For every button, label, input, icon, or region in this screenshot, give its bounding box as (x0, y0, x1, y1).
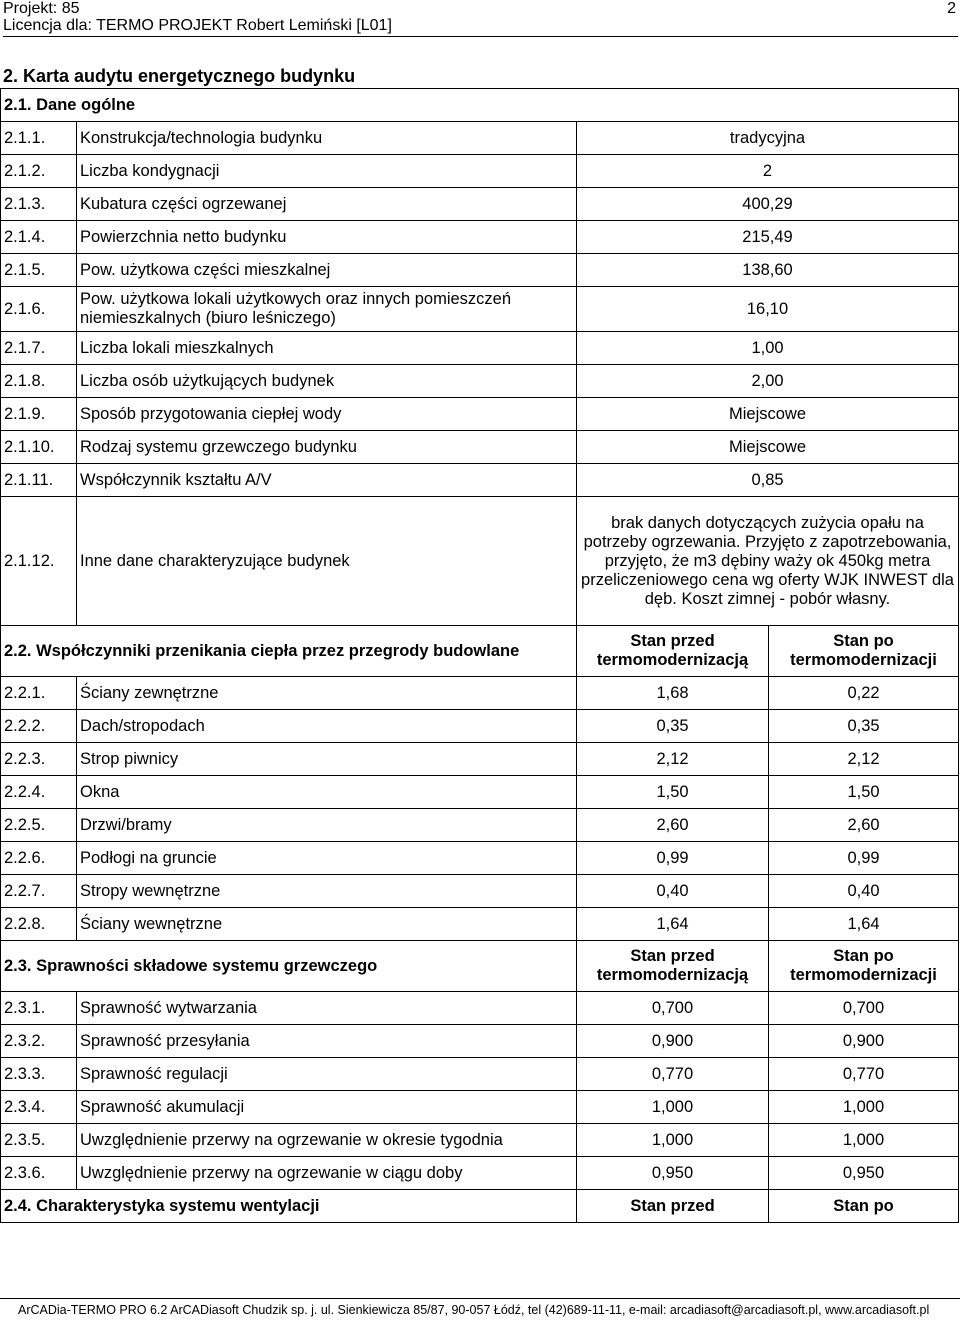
row-value: Miejscowe (577, 398, 959, 431)
row-after-value: 1,64 (769, 908, 959, 941)
row-before-value: 0,40 (577, 875, 769, 908)
table-row (1, 776, 959, 809)
row-before-value: 1,68 (577, 677, 769, 710)
row-after-value: 1,50 (769, 776, 959, 809)
section-2-1-heading-row (1, 89, 959, 122)
row-number: 2.3.5. (1, 1124, 77, 1157)
table-row (1, 254, 959, 287)
row-after-value: 0,700 (769, 992, 959, 1025)
row-value: tradycyjna (577, 122, 959, 155)
row-number: 2.1.6. (1, 287, 77, 332)
row-number: 2.2.7. (1, 875, 77, 908)
footer-text: ArCADia-TERMO PRO 6.2 ArCADiasoft Chudzik sp. j. ul. Sienkiewicza 85/87, 90-057 Łódź, tel (42)689-11-11, e-mail: arcadiasoft@arcadiasoft.pl, www.arcadiasoft.pl (18, 1303, 930, 1317)
table-row (1, 332, 959, 365)
row-label: Sprawność wytwarzania (77, 992, 577, 1025)
table-row (1, 188, 959, 221)
row-label: Współczynnik kształtu A/V (77, 464, 577, 497)
column-before-header: Stan przed termomodernizacją (577, 941, 769, 992)
row-after-value: 0,770 (769, 1058, 959, 1091)
row-after-value: 0,40 (769, 875, 959, 908)
row-after-value: 2,60 (769, 809, 959, 842)
row-before-value: 0,99 (577, 842, 769, 875)
row-after-value: 0,35 (769, 710, 959, 743)
row-number: 2.1.8. (1, 365, 77, 398)
row-after-value: 0,22 (769, 677, 959, 710)
section-2-3-header-row (1, 941, 959, 992)
row-number: 2.1.1. (1, 122, 77, 155)
section-2-2-heading: 2.2. Współczynniki przenikania ciepła przez przegrody budowlane (1, 626, 577, 677)
row-label: Okna (77, 776, 577, 809)
row-number: 2.2.1. (1, 677, 77, 710)
table-row (1, 908, 959, 941)
row-label: Pow. użytkowa części mieszkalnej (77, 254, 577, 287)
row-label: Liczba lokali mieszkalnych (77, 332, 577, 365)
row-label: Dach/stropodach (77, 710, 577, 743)
row-before-value: 1,000 (577, 1091, 769, 1124)
row-after-value: 2,12 (769, 743, 959, 776)
project-label: Projekt: 85 (3, 0, 80, 17)
table-row (1, 1058, 959, 1091)
row-label: Drzwi/bramy (77, 809, 577, 842)
row-label: Sprawność akumulacji (77, 1091, 577, 1124)
row-before-value: 2,60 (577, 809, 769, 842)
row-before-value: 1,000 (577, 1124, 769, 1157)
row-after-value: 1,000 (769, 1091, 959, 1124)
row-value: 0,85 (577, 464, 959, 497)
row-number: 2.1.5. (1, 254, 77, 287)
row-number: 2.1.10. (1, 431, 77, 464)
row-value: 215,49 (577, 221, 959, 254)
row-label: Kubatura części ogrzewanej (77, 188, 577, 221)
section-2-3-heading: 2.3. Sprawności składowe systemu grzewczego (1, 941, 577, 992)
row-value: 138,60 (577, 254, 959, 287)
table-row (1, 287, 959, 332)
row-value: brak danych dotyczących zużycia opału na potrzeby ogrzewania. Przyjęto z zapotrzebowania, przyjęto, że m3 dębiny waży ok 450kg metra przeliczeniowego cena wg oferty WJK INWEST dla dęb. Koszt zimnej - pobór własny. (577, 497, 959, 626)
table-row (1, 875, 959, 908)
license-label: Licencja dla: TERMO PROJEKT Robert Lemiński [L01] (3, 17, 392, 34)
row-number: 2.1.11. (1, 464, 77, 497)
table-row (1, 842, 959, 875)
row-after-value: 1,000 (769, 1124, 959, 1157)
row-label: Pow. użytkowa lokali użytkowych oraz innych pomieszczeń niemieszkalnych (biuro leśniczego) (77, 287, 577, 332)
row-number: 2.1.7. (1, 332, 77, 365)
row-number: 2.2.3. (1, 743, 77, 776)
table-row (1, 497, 959, 626)
row-label: Ściany zewnętrzne (77, 677, 577, 710)
table-row (1, 398, 959, 431)
row-label: Stropy wewnętrzne (77, 875, 577, 908)
table-row (1, 155, 959, 188)
row-before-value: 0,950 (577, 1157, 769, 1190)
row-number: 2.1.9. (1, 398, 77, 431)
section-2-4-header-row (1, 1190, 959, 1223)
table-row (1, 1025, 959, 1058)
row-before-value: 0,770 (577, 1058, 769, 1091)
table-row (1, 1157, 959, 1190)
row-before-value: 1,64 (577, 908, 769, 941)
row-number: 2.3.4. (1, 1091, 77, 1124)
row-label: Ściany wewnętrzne (77, 908, 577, 941)
column-after-header: Stan po termomodernizacji (769, 941, 959, 992)
table-row (1, 710, 959, 743)
row-number: 2.3.6. (1, 1157, 77, 1190)
row-value: 16,10 (577, 287, 959, 332)
row-before-value: 0,900 (577, 1025, 769, 1058)
row-value: 2,00 (577, 365, 959, 398)
row-label: Sprawność przesyłania (77, 1025, 577, 1058)
row-number: 2.1.4. (1, 221, 77, 254)
row-label: Podłogi na gruncie (77, 842, 577, 875)
row-label: Uwzględnienie przerwy na ogrzewanie w ciągu doby (77, 1157, 577, 1190)
row-value: Miejscowe (577, 431, 959, 464)
row-number: 2.3.2. (1, 1025, 77, 1058)
header-divider (3, 36, 958, 37)
row-number: 2.2.4. (1, 776, 77, 809)
row-label: Inne dane charakteryzujące budynek (77, 497, 577, 626)
row-label: Liczba kondygnacji (77, 155, 577, 188)
row-label: Rodzaj systemu grzewczego budynku (77, 431, 577, 464)
row-number: 2.1.3. (1, 188, 77, 221)
section-2-1-heading: 2.1. Dane ogólne (1, 89, 959, 122)
table-row (1, 743, 959, 776)
table-row (1, 431, 959, 464)
page-title: 2. Karta audytu energetycznego budynku (3, 66, 356, 86)
row-number: 2.1.2. (1, 155, 77, 188)
table-row (1, 464, 959, 497)
row-before-value: 0,700 (577, 992, 769, 1025)
column-after-header: Stan po (769, 1190, 959, 1223)
row-before-value: 1,50 (577, 776, 769, 809)
footer-divider (0, 1298, 960, 1299)
row-number: 2.2.6. (1, 842, 77, 875)
row-number: 2.2.2. (1, 710, 77, 743)
row-number: 2.3.3. (1, 1058, 77, 1091)
row-after-value: 0,950 (769, 1157, 959, 1190)
row-value: 2 (577, 155, 959, 188)
row-label: Powierzchnia netto budynku (77, 221, 577, 254)
table-row (1, 365, 959, 398)
column-after-header: Stan po termomodernizacji (769, 626, 959, 677)
row-label: Konstrukcja/technologia budynku (77, 122, 577, 155)
page-number: 2 (947, 0, 956, 17)
table-row (1, 809, 959, 842)
row-label: Liczba osób użytkujących budynek (77, 365, 577, 398)
row-number: 2.3.1. (1, 992, 77, 1025)
section-2-4-heading: 2.4. Charakterystyka systemu wentylacji (1, 1190, 577, 1223)
table-row (1, 992, 959, 1025)
column-before-header: Stan przed (577, 1190, 769, 1223)
table-row (1, 1124, 959, 1157)
table-row (1, 1091, 959, 1124)
row-after-value: 0,99 (769, 842, 959, 875)
row-number: 2.2.8. (1, 908, 77, 941)
row-label: Uwzględnienie przerwy na ogrzewanie w okresie tygodnia (77, 1124, 577, 1157)
row-before-value: 2,12 (577, 743, 769, 776)
page-footer (0, 1298, 960, 1322)
page-header (3, 0, 958, 36)
section-2-2-header-row (1, 626, 959, 677)
row-after-value: 0,900 (769, 1025, 959, 1058)
column-before-header: Stan przed termomodernizacją (577, 626, 769, 677)
row-label: Sposób przygotowania ciepłej wody (77, 398, 577, 431)
row-before-value: 0,35 (577, 710, 769, 743)
table-row (1, 677, 959, 710)
row-number: 2.2.5. (1, 809, 77, 842)
row-number: 2.1.12. (1, 497, 77, 626)
row-value: 400,29 (577, 188, 959, 221)
table-row (1, 122, 959, 155)
audit-table (0, 88, 959, 1223)
row-label: Strop piwnicy (77, 743, 577, 776)
row-label: Sprawność regulacji (77, 1058, 577, 1091)
row-value: 1,00 (577, 332, 959, 365)
table-row (1, 221, 959, 254)
